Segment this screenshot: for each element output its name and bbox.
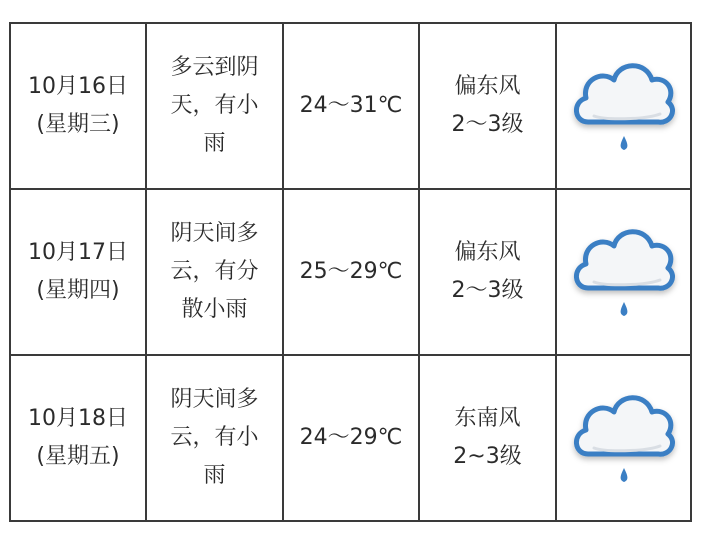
temperature-text: 24～31℃ — [299, 93, 403, 118]
wind-level-text: 2～3级 — [451, 112, 524, 137]
cloud-rain-icon — [564, 40, 684, 160]
weekday-text: (星期五) — [36, 444, 120, 469]
weather-line: 雨 — [203, 131, 226, 156]
weather-line: 多云到阴 — [170, 55, 259, 80]
wind-level-text: 2～3级 — [451, 278, 524, 303]
weather-line: 雨 — [203, 463, 226, 488]
weather-line: 散小雨 — [181, 297, 248, 322]
weather-line: 阴天间多 — [170, 387, 259, 412]
wind-direction-text: 东南风 — [454, 406, 521, 431]
wind-cell — [419, 189, 556, 355]
date-text: 10月16日 — [28, 74, 128, 99]
weather-description-cell — [146, 23, 283, 189]
wind-direction-text: 偏东风 — [454, 240, 521, 265]
weather-line: 天，有小 — [170, 93, 259, 118]
wind-cell — [419, 355, 556, 521]
temperature-cell — [283, 189, 419, 355]
wind-level-text: 2~3级 — [453, 444, 522, 469]
forecast-row — [10, 23, 691, 189]
temperature-cell — [283, 355, 419, 521]
weather-icon-cell — [556, 23, 691, 189]
weather-forecast-table — [9, 22, 692, 522]
date-text: 10月18日 — [28, 406, 128, 431]
date-cell — [10, 355, 146, 521]
forecast-row — [10, 355, 691, 521]
cloud-rain-icon — [564, 372, 684, 492]
temperature-cell — [283, 23, 419, 189]
weather-line: 阴天间多 — [170, 221, 259, 246]
weather-line: 云，有分 — [170, 259, 259, 284]
weather-icon-cell — [556, 189, 691, 355]
weather-icon-cell — [556, 355, 691, 521]
weekday-text: (星期四) — [36, 278, 120, 303]
date-cell — [10, 23, 146, 189]
weather-line: 云，有小 — [170, 425, 259, 450]
date-text: 10月17日 — [28, 240, 128, 265]
weather-description-cell — [146, 355, 283, 521]
date-cell — [10, 189, 146, 355]
wind-direction-text: 偏东风 — [454, 74, 521, 99]
weekday-text: (星期三) — [36, 112, 120, 137]
weather-description-cell — [146, 189, 283, 355]
temperature-text: 25～29℃ — [299, 259, 403, 284]
temperature-text: 24～29℃ — [299, 425, 403, 450]
cloud-rain-icon — [564, 206, 684, 326]
forecast-row — [10, 189, 691, 355]
wind-cell — [419, 23, 556, 189]
